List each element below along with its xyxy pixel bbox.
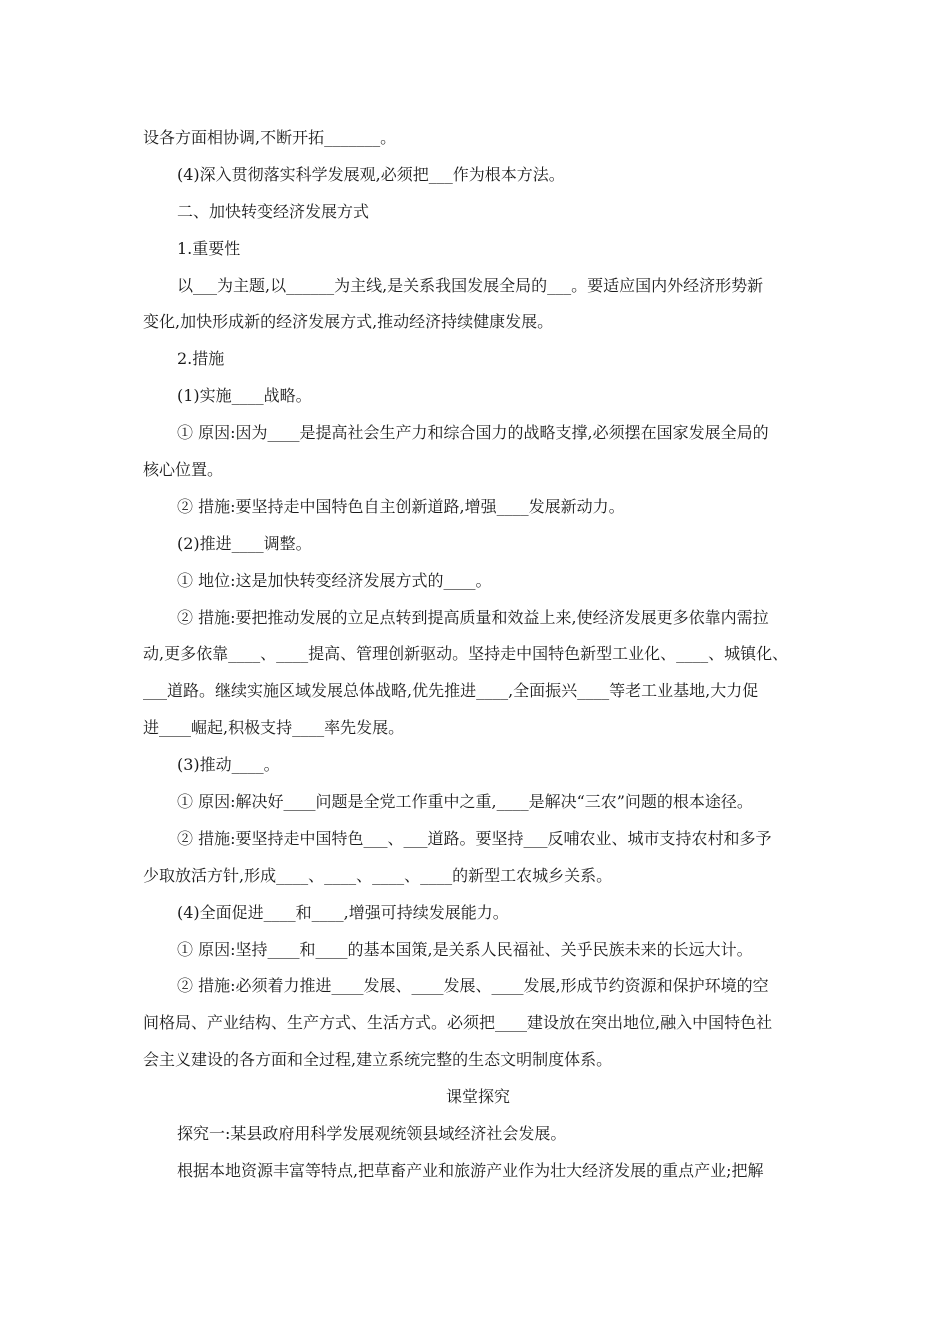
- text-line: 探究一:某县政府用科学发展观统领县域经济社会发展。: [177, 1124, 567, 1144]
- text-line: 根据本地资源丰富等特点,把草畜产业和旅游产业作为壮大经济发展的重点产业;把解: [177, 1160, 764, 1180]
- text-line: ① 原因:解决好____问题是全党工作重中之重,____是解决“三农”问题的根本途径。: [177, 792, 753, 812]
- text-line: ② 措施:要坚持走中国特色自主创新道路,增强____发展新动力。: [177, 496, 625, 516]
- text-line: ① 原因:因为____是提高社会生产力和综合国力的战略支撑,必须摆在国家发展全局的: [177, 423, 769, 443]
- text-line: 变化,加快形成新的经济发展方式,推动经济持续健康发展。: [143, 312, 554, 332]
- text-line: ② 措施:要坚持走中国特色___、___道路。要坚持___反哺农业、城市支持农村和多予: [177, 828, 772, 848]
- text-line: 核心位置。: [143, 460, 224, 480]
- text-line: 间格局、产业结构、生产方式、生活方式。必须把____建设放在突出地位,融入中国特色社: [143, 1013, 773, 1033]
- text-line: ① 地位:这是加快转变经济发展方式的____。: [177, 570, 492, 590]
- text-line: 会主义建设的各方面和全过程,建立系统完整的生态文明制度体系。: [143, 1050, 613, 1070]
- text-line: ② 措施:必须着力推进____发展、____发展、____发展,形成节约资源和保护环境的空: [177, 976, 769, 996]
- text-line: 设各方面相协调,不断开拓_______。: [143, 128, 397, 147]
- text-line: (4)全面促进____和____,增强可持续发展能力。: [177, 902, 509, 922]
- text-line: ② 措施:要把推动发展的立足点转到提高质量和效益上来,使经济发展更多依靠内需拉: [177, 607, 769, 627]
- text-line: (2)推进____调整。: [177, 533, 312, 553]
- section-heading: 课堂探究: [445, 1087, 510, 1107]
- text-line: (1)实施____战略。: [177, 386, 312, 406]
- document-body: [143, 126, 813, 1196]
- text-line: ___道路。继续实施区域发展总体战略,优先推进____,全面振兴____等老工业基地,大力促: [143, 681, 759, 701]
- text-line: (4)深入贯彻落实科学发展观,必须把___作为根本方法。: [177, 164, 565, 184]
- text-line: 1.重要性: [177, 238, 241, 258]
- text-line: 2.措施: [177, 349, 225, 369]
- text-line: 进____崛起,积极支持____率先发展。: [143, 718, 405, 738]
- text-line: 少取放活方针,形成____、____、____、____的新型工农城乡关系。: [143, 865, 613, 885]
- text-line: ① 原因:坚持____和____的基本国策,是关系人民福祉、关乎民族未来的长远大计。: [177, 939, 753, 959]
- text-line: 以___为主题,以______为主线,是关系我国发展全局的___。要适应国内外经济形势新: [177, 275, 764, 295]
- text-line: 二、加快转变经济发展方式: [177, 201, 370, 221]
- text-line: 动,更多依靠____、____提高、管理创新驱动。坚持走中国特色新型工业化、____、城镇化、: [143, 644, 789, 664]
- text-line: (3)推动____。: [177, 755, 280, 775]
